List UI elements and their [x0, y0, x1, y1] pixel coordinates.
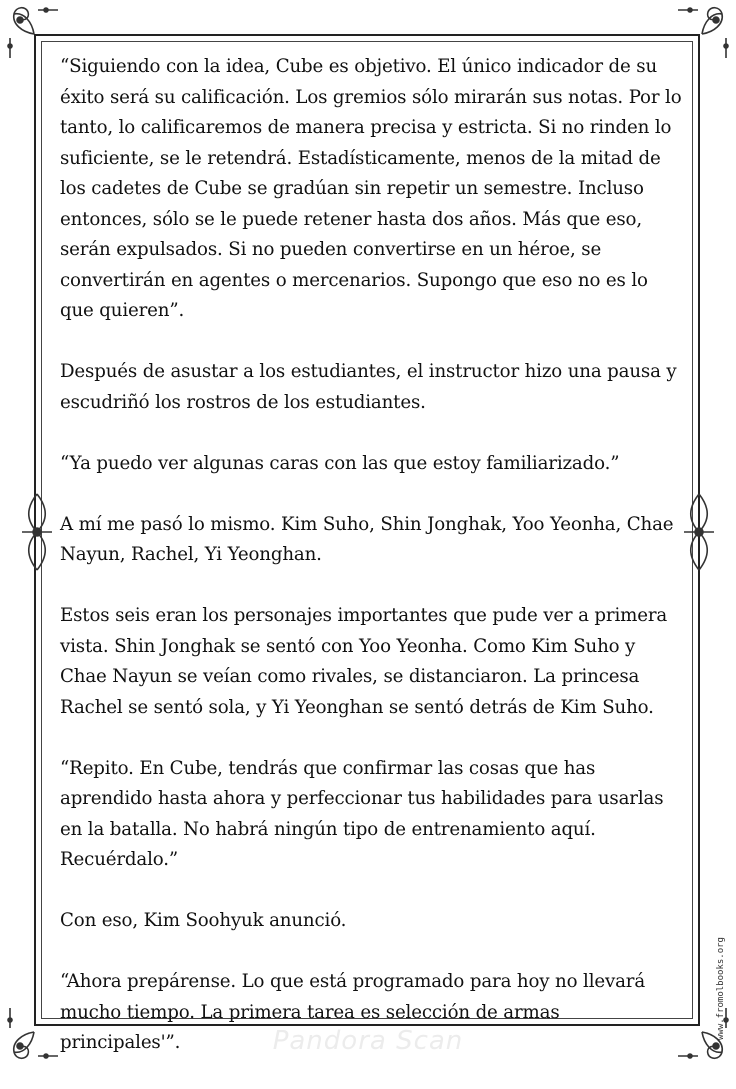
paragraph: “Repito. En Cube, tendrás que confirmar las cosas que has aprendido hasta ahora y perfeccionar tus habilidades para usarlas en la batalla. No habrá ningún tipo de entrenamiento aquí. Recuérdalo.”	[60, 757, 664, 870]
paragraph: A mí me pasó lo mismo. Kim Suho, Shin Jonghak, Yoo Yeonha, Chae Nayun, Rachel, Yi Yeonghan.	[60, 513, 674, 565]
side-credit-url: www.fromolbooks.org	[716, 937, 726, 1040]
side-ornament-left-icon	[18, 490, 56, 574]
body-text	[60, 52, 684, 1089]
paragraph: “Ya puedo ver algunas caras con las que estoy familiarizado.”	[60, 452, 620, 474]
paragraph: Con eso, Kim Soohyuk anunció.	[60, 910, 347, 931]
paragraph: Después de asustar a los estudiantes, el instructor hizo una pausa y escudriñó los rostros de los estudiantes.	[60, 361, 677, 413]
scanlation-watermark: Pandora Scan	[272, 1026, 464, 1056]
side-ornament-right-icon	[680, 490, 718, 574]
corner-ornament-top-left-icon	[2, 2, 60, 60]
corner-ornament-top-right-icon	[676, 2, 734, 60]
paragraph: “Ahora prepárense. Lo que está programado para hoy no llevará mucho tiempo. La primera tarea es selección de armas principales'”.	[60, 971, 646, 1053]
paragraph: “Siguiendo con la idea, Cube es objetivo. El único indicador de su éxito será su calificación. Los gremios sólo mirarán sus notas. Por lo tanto, lo calificaremos de manera precisa y estricta. Si no rinden lo suficiente, se le retendrá. Estadísticamente, menos de la mitad de los cadetes de Cube se gradúan sin repetir un semestre. Incluso entonces, sólo se le puede retener hasta dos años. Más que eso, serán expulsados. Si no pueden convertirse en un héroe, se convertirán en agentes o mercenarios. Supongo que eso no es lo que quieren”.	[60, 56, 682, 321]
paragraph: Estos seis eran los personajes importantes que pude ver a primera vista. Shin Jonghak se sentó con Yoo Yeonha. Como Kim Suho y Chae Nayun se veían como rivales, se distanciaron. La princesa Rachel se sentó sola, y Yi Yeonghan se sentó detrás de Kim Suho.	[60, 605, 668, 718]
